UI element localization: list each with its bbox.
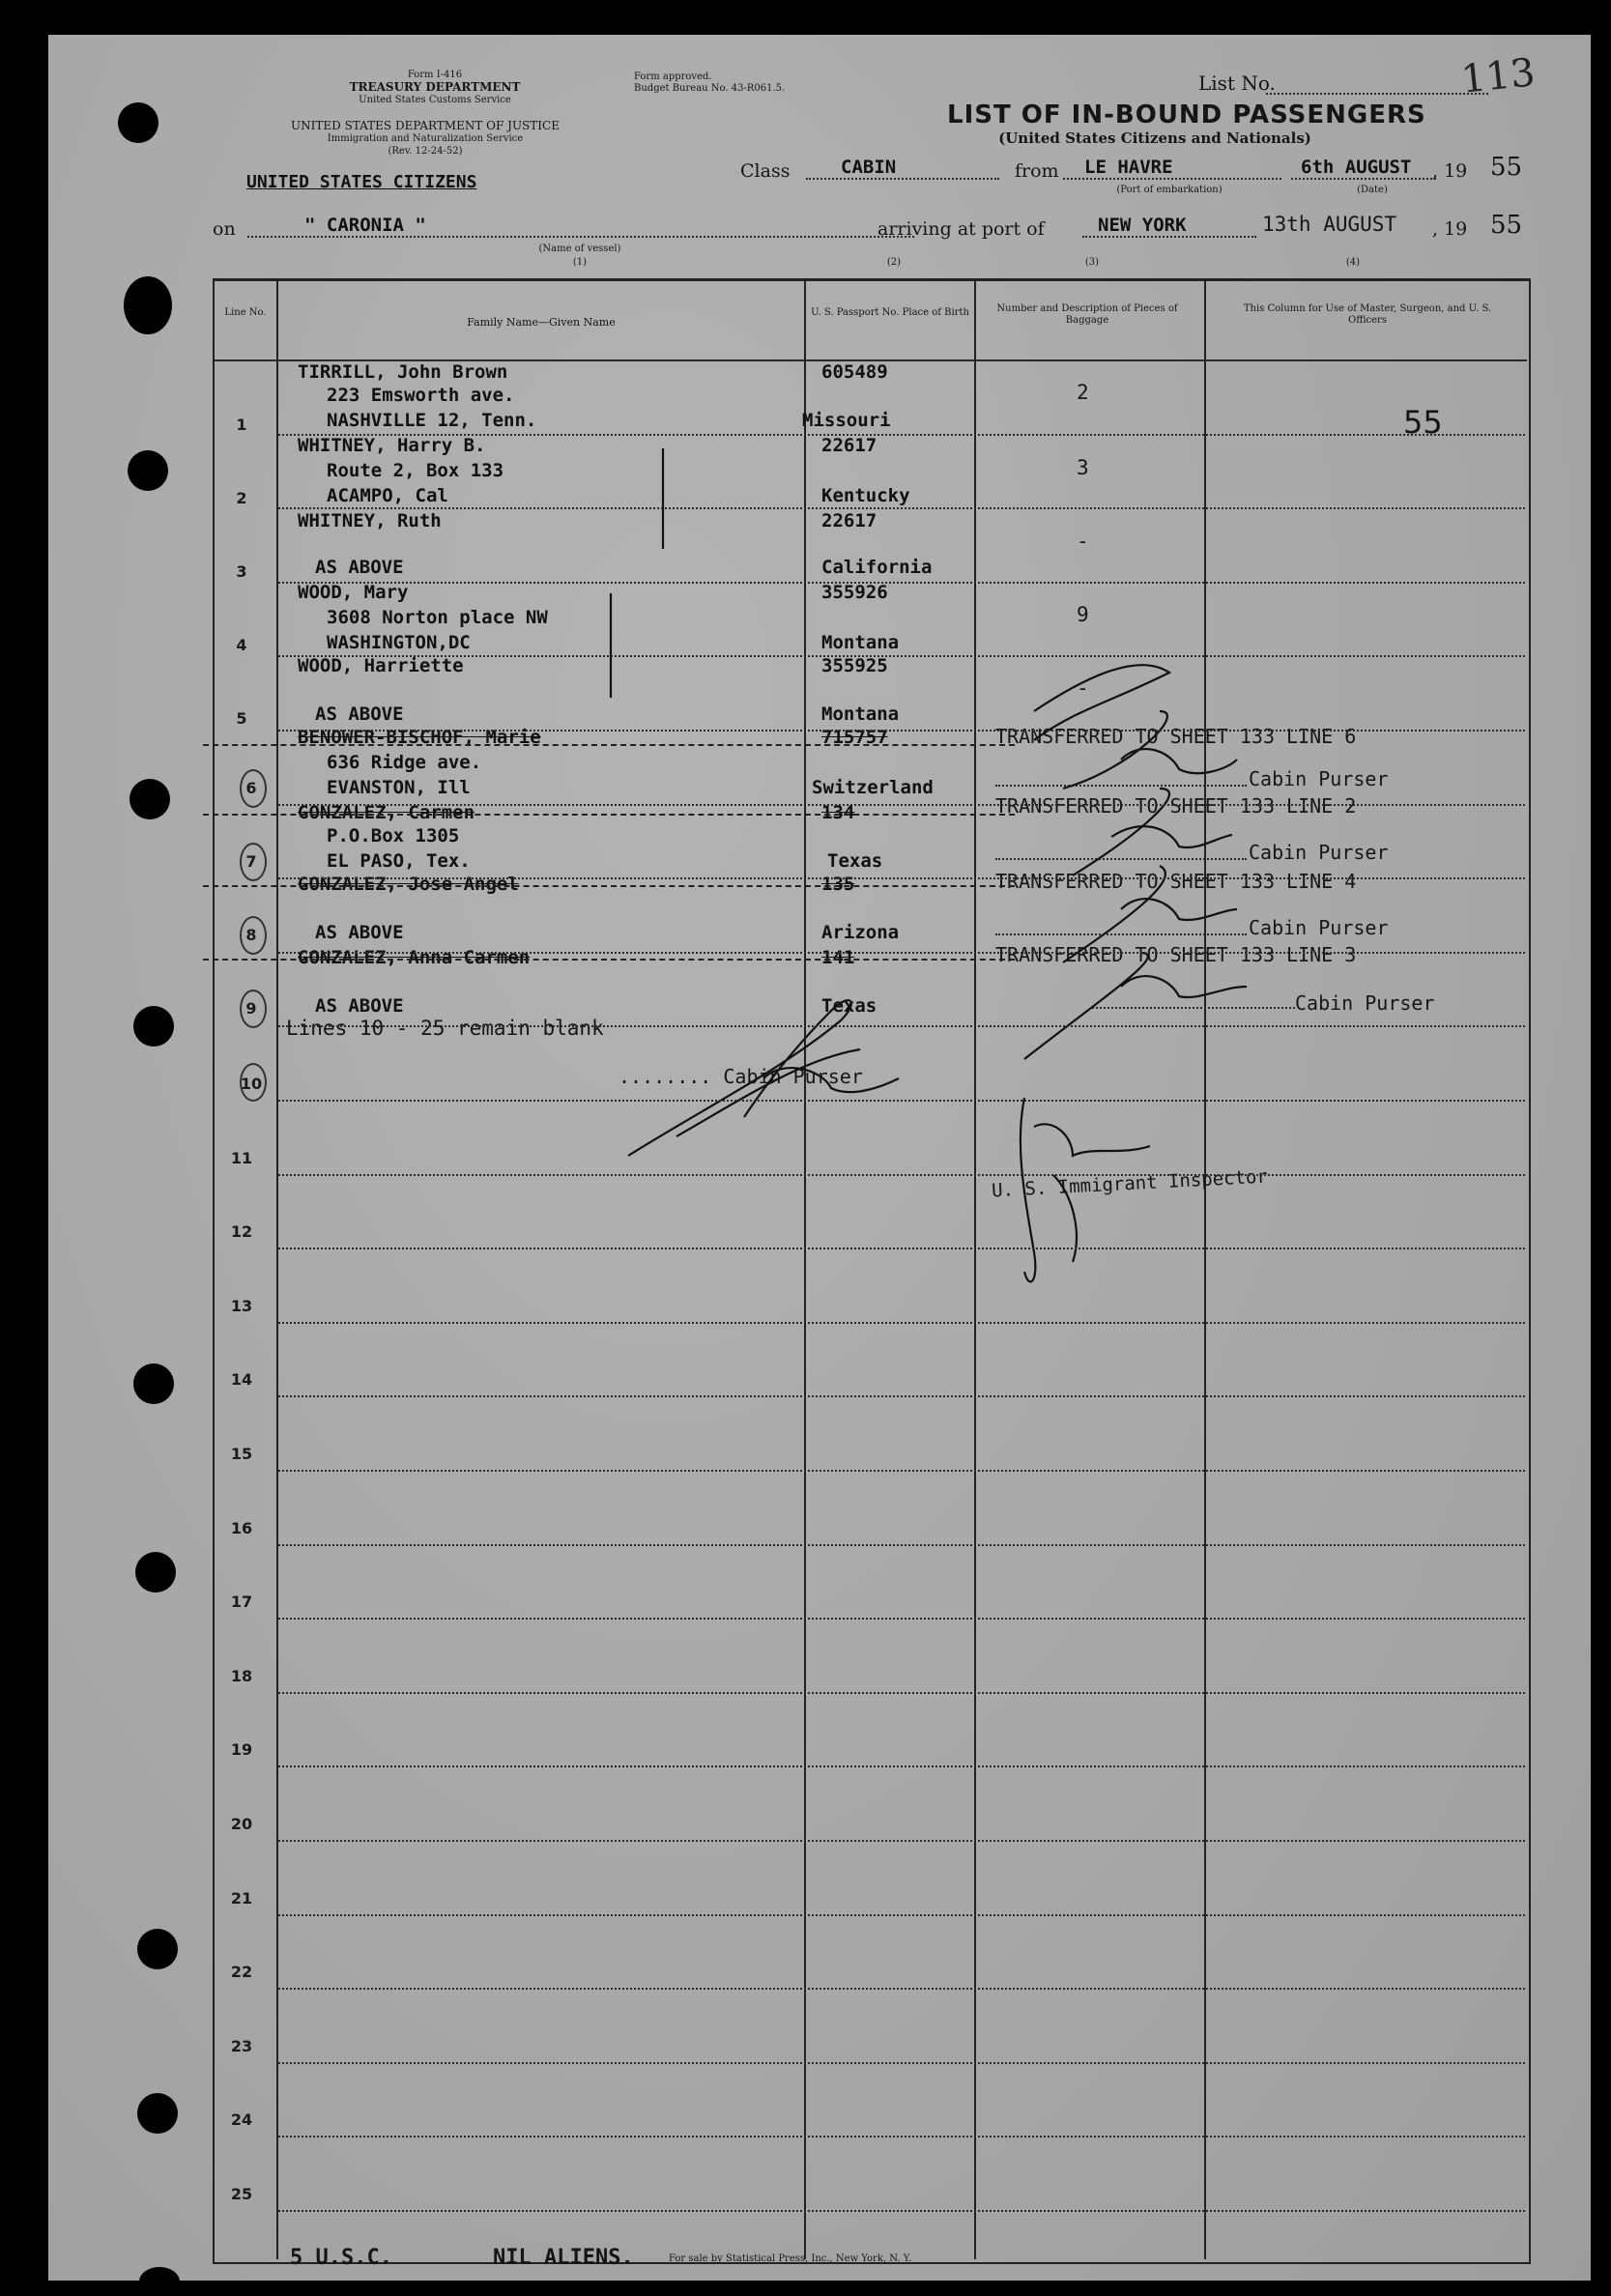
col2-caption: (2): [886, 257, 902, 268]
line-number: 4: [236, 636, 247, 654]
col-header-officers: This Column for Use of Master, Surgeon, and U. S. Officers: [1243, 303, 1492, 326]
col-header-passport: U. S. Passport No. Place of Birth: [811, 307, 969, 318]
punch-hole: [129, 779, 170, 819]
baggage-count: 9: [1077, 603, 1089, 626]
line-number: 22: [230, 1963, 253, 1981]
port-embark-caption: (Port of embarkation): [1116, 185, 1223, 195]
passenger-address: Route 2, Box 133: [327, 460, 504, 481]
col-divider: [974, 280, 976, 2259]
row-rule: [278, 1692, 1525, 1694]
line-number: 5: [236, 709, 247, 728]
birth-place: California: [821, 557, 933, 578]
line-number: 10: [240, 1075, 263, 1093]
purser-leader: [995, 933, 1247, 935]
passenger-address: 223 Emsworth ave.: [327, 385, 515, 406]
passenger-name: GONZALEZ, Anna Carmen: [298, 947, 531, 968]
row-rule: [278, 1988, 1525, 1990]
row-rule: [278, 1618, 1525, 1620]
class-value: CABIN: [841, 157, 897, 178]
passenger-address: P.O.Box 1305: [327, 825, 460, 847]
line-number: 8: [245, 926, 257, 944]
punch-hole: [139, 2267, 180, 2296]
passenger-city: EL PASO, Tex.: [327, 850, 471, 872]
row-rule: [278, 1395, 1525, 1397]
list-no-label: List No.: [1198, 72, 1276, 95]
passport-number: 22617: [821, 510, 877, 531]
col-divider: [276, 280, 278, 2259]
passenger-city: AS ABOVE: [315, 995, 404, 1017]
line-number: 17: [230, 1593, 253, 1611]
passenger-city: WASHINGTON,DC: [327, 632, 471, 653]
baggage-transfer: TRANSFERRED TO SHEET 133 LINE 6: [995, 725, 1357, 748]
birth-place: Montana: [821, 703, 900, 725]
row-rule: [278, 1544, 1525, 1546]
punch-hole: [133, 1006, 174, 1047]
class-field: [806, 178, 999, 180]
row-rule: [278, 1470, 1525, 1472]
birth-place: Montana: [821, 632, 900, 653]
date-caption: (Date): [1357, 185, 1388, 195]
punch-hole: [128, 450, 168, 491]
embark-year: 55: [1490, 153, 1523, 182]
embark-date: 6th AUGUST: [1301, 157, 1412, 178]
port-embark-field: [1063, 178, 1281, 180]
purser-label: Cabin Purser: [1249, 916, 1389, 939]
port-embarkation: LE HAVRE: [1084, 157, 1173, 178]
passport-number: 134: [821, 802, 855, 823]
row-rule: [278, 1248, 1525, 1249]
passenger-name: TIRRILL, John Brown: [298, 361, 508, 383]
purser-leader: [995, 785, 1247, 787]
form-id: Form I-416: [407, 70, 463, 80]
purser-label: Cabin Purser: [1249, 841, 1389, 864]
line-number: 23: [230, 2037, 253, 2055]
col1-caption: (1): [572, 257, 588, 268]
birth-place: Switzerland: [812, 777, 934, 798]
passport-number: 22617: [821, 435, 877, 456]
row-rule: [278, 1025, 1525, 1027]
line-number: 1: [236, 416, 247, 434]
col-header-name: Family Name—Given Name: [467, 316, 616, 329]
punch-hole: [133, 1363, 174, 1404]
line-number: 15: [230, 1445, 253, 1463]
line-number: 19: [230, 1740, 253, 1759]
vessel-name: " CARONIA ": [304, 215, 426, 236]
passport-number: 605489: [821, 361, 888, 383]
row-rule: [278, 1914, 1525, 1916]
punch-hole: [118, 102, 158, 143]
row-rule: [278, 1765, 1525, 1767]
line-number: 14: [230, 1370, 253, 1389]
passenger-name: WHITNEY, Harry B.: [298, 435, 486, 456]
row-rule: [278, 507, 1525, 509]
row-rule: [278, 1840, 1525, 1842]
row-rule: [278, 877, 1525, 879]
birth-place: Texas: [827, 850, 883, 872]
doj: UNITED STATES DEPARTMENT OF JUSTICE: [291, 119, 560, 132]
purser-label: Cabin Purser: [1295, 991, 1435, 1015]
row-rule: [278, 655, 1525, 657]
strike-line: [203, 885, 1015, 887]
baggage-count: 3: [1077, 456, 1089, 479]
baggage-transfer: TRANSFERRED TO SHEET 133 LINE 3: [995, 943, 1357, 966]
line-number: 21: [230, 1889, 253, 1908]
from-label: from: [1015, 160, 1059, 182]
footer-nil-aliens: NIL ALIENS.: [493, 2246, 634, 2270]
arriving-label: arriving at port of: [877, 218, 1045, 240]
row-rule: [278, 952, 1525, 954]
passport-number: 135: [821, 874, 855, 895]
passenger-city: AS ABOVE: [315, 557, 404, 578]
arrival-year: 55: [1490, 211, 1523, 240]
passenger-name: WOOD, Harriette: [298, 655, 464, 676]
punch-hole: [137, 2093, 178, 2134]
line-number: 18: [230, 1667, 253, 1685]
birth-place: Missouri: [802, 410, 891, 431]
line-number: 11: [230, 1149, 253, 1167]
department: TREASURY DEPARTMENT: [349, 80, 521, 94]
passport-number: 355926: [821, 582, 888, 603]
purser-leader: [1092, 1007, 1295, 1009]
vessel-caption: (Name of vessel): [538, 244, 621, 254]
passenger-address: 636 Ridge ave.: [327, 752, 482, 773]
manifest-page: [48, 35, 1591, 2281]
passport-number: 715757: [821, 727, 888, 748]
on-label: on: [213, 218, 236, 240]
footer-usc: 5 U.S.C.: [290, 2246, 392, 2270]
row-rule: [278, 2210, 1525, 2212]
passenger-city: AS ABOVE: [315, 922, 404, 943]
arrival-port-field: [1082, 236, 1256, 238]
passport-number: 355925: [821, 655, 888, 676]
col-divider: [804, 280, 806, 2259]
budget-bureau: Budget Bureau No. 43-R061.5.: [634, 83, 786, 94]
inspector-label: U. S. Immigrant Inspector: [991, 1165, 1269, 1202]
line-number: 6: [245, 779, 257, 797]
baggage-count: -: [1077, 676, 1089, 700]
passenger-city: EVANSTON, Ill: [327, 777, 471, 798]
baggage-count: -: [1077, 530, 1089, 553]
rev: (Rev. 12-24-52): [388, 146, 463, 157]
strike-line: [203, 744, 1015, 746]
vessel-field: [247, 236, 914, 238]
passenger-name: BENOWER-BISCHOF, Marie: [298, 727, 541, 748]
blank-lines-note: Lines 10 - 25 remain blank: [286, 1017, 604, 1040]
baggage-transfer: TRANSFERRED TO SHEET 133 LINE 4: [995, 870, 1357, 893]
line-number: 16: [230, 1519, 253, 1537]
passenger-city: AS ABOVE: [315, 703, 404, 725]
col-divider: [1204, 280, 1206, 2259]
punch-hole: [135, 1552, 176, 1593]
line-number: 25: [230, 2185, 253, 2203]
footer-printer: For sale by Statistical Press, Inc., New York, N. Y.: [669, 2253, 912, 2264]
passenger-city: ACAMPO, Cal: [327, 485, 448, 506]
col-header-baggage: Number and Description of Pieces of Baggage: [996, 303, 1178, 326]
line-number: 2: [236, 489, 247, 507]
purser-leader: [995, 858, 1247, 860]
col3-caption: (3): [1084, 257, 1100, 268]
list-subtitle: (United States Citizens and Nationals): [998, 129, 1311, 147]
baggage-transfer: TRANSFERRED TO SHEET 133 LINE 2: [995, 794, 1357, 818]
strike-line: [203, 814, 1015, 816]
strike-line: [203, 959, 1015, 961]
row-rule: [278, 1322, 1525, 1324]
class-label: Class: [740, 160, 791, 182]
arrival-date: 13th AUGUST: [1262, 213, 1397, 236]
row-rule: [278, 1100, 1525, 1102]
col4-caption: (4): [1345, 257, 1361, 268]
ins: Immigration and Naturalization Service: [327, 133, 524, 144]
list-title: LIST OF IN-BOUND PASSENGERS: [947, 100, 1426, 129]
line-number: 24: [230, 2110, 253, 2129]
line-number: 9: [245, 999, 257, 1018]
punch-hole: [137, 1929, 178, 1969]
row-rule: [278, 582, 1525, 584]
line-number: 7: [245, 852, 257, 871]
arrival-port: NEW YORK: [1098, 215, 1187, 236]
handwritten-page-number: 113: [1458, 50, 1538, 102]
form-approved: Form approved.: [634, 72, 712, 82]
line-number: 20: [230, 1815, 253, 1833]
row-rule: [278, 804, 1525, 806]
citizens-stamp: UNITED STATES CITIZENS: [246, 172, 477, 192]
arrival-year-prefix: , 19: [1432, 218, 1468, 240]
line-number: 12: [230, 1222, 253, 1241]
purser-label: Cabin Purser: [1249, 767, 1389, 790]
customs-service: United States Customs Service: [359, 95, 511, 105]
row-rule: [278, 730, 1525, 732]
passenger-city: NASHVILLE 12, Tenn.: [327, 410, 537, 431]
embark-year-prefix: , 19: [1432, 160, 1468, 182]
birth-place: Arizona: [821, 922, 900, 943]
purser-signature-label: ........ Cabin Purser: [619, 1065, 863, 1088]
row-rule: [278, 1174, 1525, 1176]
list-no-field: [1266, 93, 1488, 95]
punch-hole: [124, 276, 172, 334]
row-rule: [278, 2136, 1525, 2138]
passenger-name: GONZALEZ, Jose Angel: [298, 874, 519, 895]
passenger-address: 3608 Norton place NW: [327, 607, 548, 628]
birth-place: Texas: [821, 995, 877, 1017]
col-header-line: Line No.: [224, 307, 267, 318]
passenger-name: GONZALEZ, Carmen: [298, 802, 475, 823]
passport-number: 141: [821, 947, 855, 968]
birth-place: Kentucky: [821, 485, 910, 506]
row-rule: [278, 2062, 1525, 2064]
officer-note: 55: [1403, 404, 1443, 441]
line-number: 3: [236, 562, 247, 581]
passenger-name: WOOD, Mary: [298, 582, 409, 603]
baggage-count: 2: [1077, 381, 1089, 404]
row-rule: [278, 434, 1525, 436]
line-number: 13: [230, 1297, 253, 1315]
passenger-name: WHITNEY, Ruth: [298, 510, 442, 531]
embark-date-field: [1291, 178, 1436, 180]
